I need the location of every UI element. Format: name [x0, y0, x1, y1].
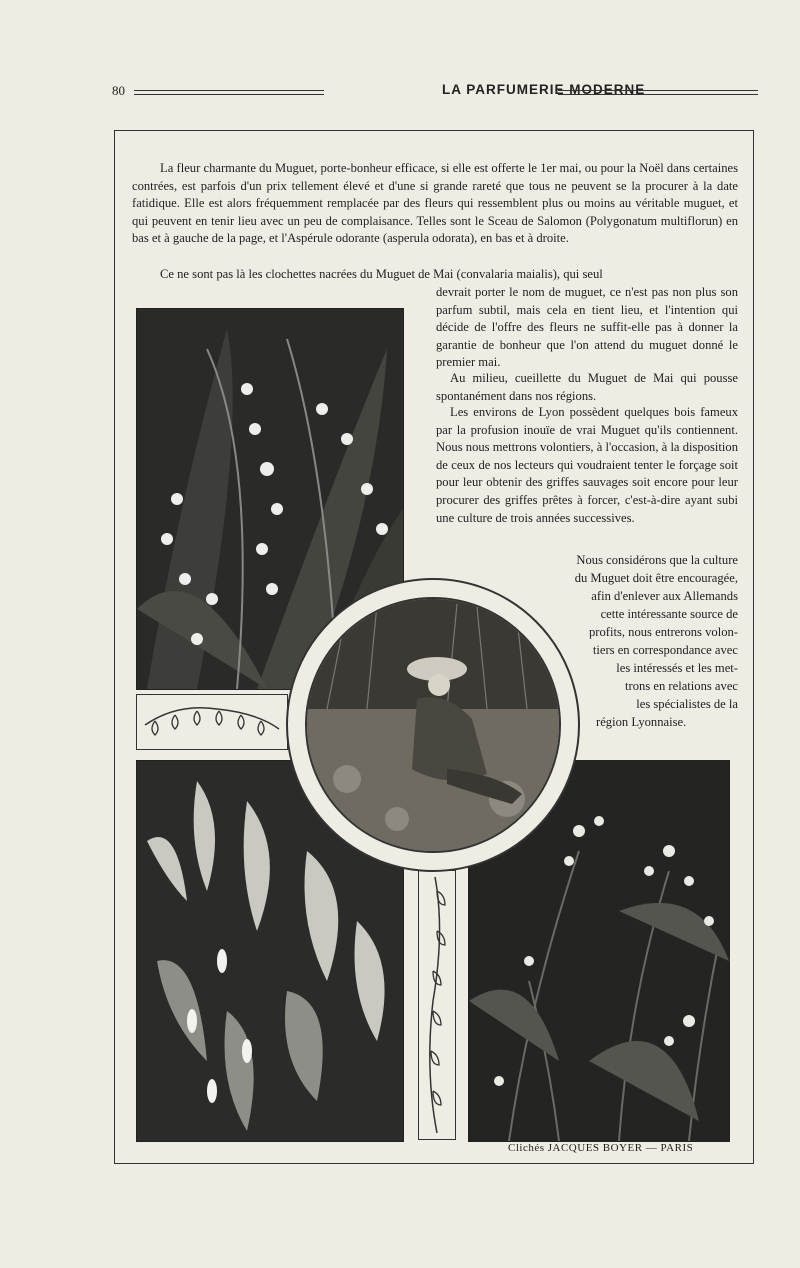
page-header	[112, 82, 760, 102]
culture-line: afin d'enlever aux Allemands	[591, 589, 738, 603]
header-rule-left	[134, 90, 324, 95]
culture-line: région Lyonnaise.	[596, 715, 687, 729]
culture-line: Nous considérons que la culture	[576, 553, 738, 567]
paragraph-intro: La fleur charmante du Muguet, porte-bonheur efficace, si elle est offerte le 1er mai, ou pour la Noël dans certaines contrées, est parfois d'un prix tellement élevé et d'une si grande rareté que tous ne peuvent se la procurer à la date fatidique. Elle est alors fréquemment remplacée par des fleurs qui ressemblent plus ou moins au véritable muguet, et qui peuvent en tenir lieu avec un peu de complaisance. Telles sont le Sceau de Salomon (Polygonatum multiflorun) en bas et à gauche de la page, et l'Aspérule odorante (asperula odorata), en bas et à droite.	[132, 161, 738, 246]
culture-line: les spécialistes de la	[636, 697, 738, 711]
running-title: LA PARFUMERIE MODERNE	[442, 82, 646, 97]
culture-line: cette intéressante source de	[600, 607, 738, 621]
culture-line: les intéressés et les met-	[616, 661, 738, 675]
photo-cueillette-muguet	[305, 597, 561, 853]
culture-line: profits, nous entrerons volon-	[588, 625, 738, 639]
culture-line: tiers en correspondance avec	[592, 643, 738, 657]
culture-line: trons en relations avec	[625, 679, 738, 693]
culture-line: du Muguet doit être encouragée,	[574, 571, 738, 585]
paragraph-lyon: Les environs de Lyon possèdent quelques bois fameux par la profusion inouïe de vrai Muguet qu'ils contiennent. Nous nous mettrons volontiers, à l'occasion, à la disposition de ceux de nos lecteurs qui voudraient tenter le forçage soit pour leur obtenir des griffes sauvages soit encore pour leur procurer des griffes prêtes à forcer, c'est-à-dire ayant subi une culture de trois années successives.	[436, 405, 738, 525]
paragraph-muguet-lead: Ce ne sont pas là les clochettes nacrées du Muguet de Mai (convalaria maialis), qui seul	[160, 267, 603, 281]
ornament-bells-vertical	[418, 870, 456, 1140]
paragraph-cueillette: Au milieu, cueillette du Muguet de Mai qui pousse spontanément dans nos régions.	[436, 371, 738, 403]
paragraph-muguet-rest: devrait porter le nom de muguet, ce n'est pas non plus son parfum subtil, mais cela en tient lieu, et l'intention qui décide de l'offre des fleurs ne suffit-elle pas à donner la garantie de bonheur que l'on attend du muguet donné le premier mai.	[436, 285, 738, 370]
ornament-bells-horizontal	[136, 694, 288, 750]
photo-credit: Clichés JACQUES BOYER — PARIS	[508, 1142, 694, 1154]
page-number: 80	[112, 83, 125, 98]
header-rule-right	[558, 90, 758, 95]
